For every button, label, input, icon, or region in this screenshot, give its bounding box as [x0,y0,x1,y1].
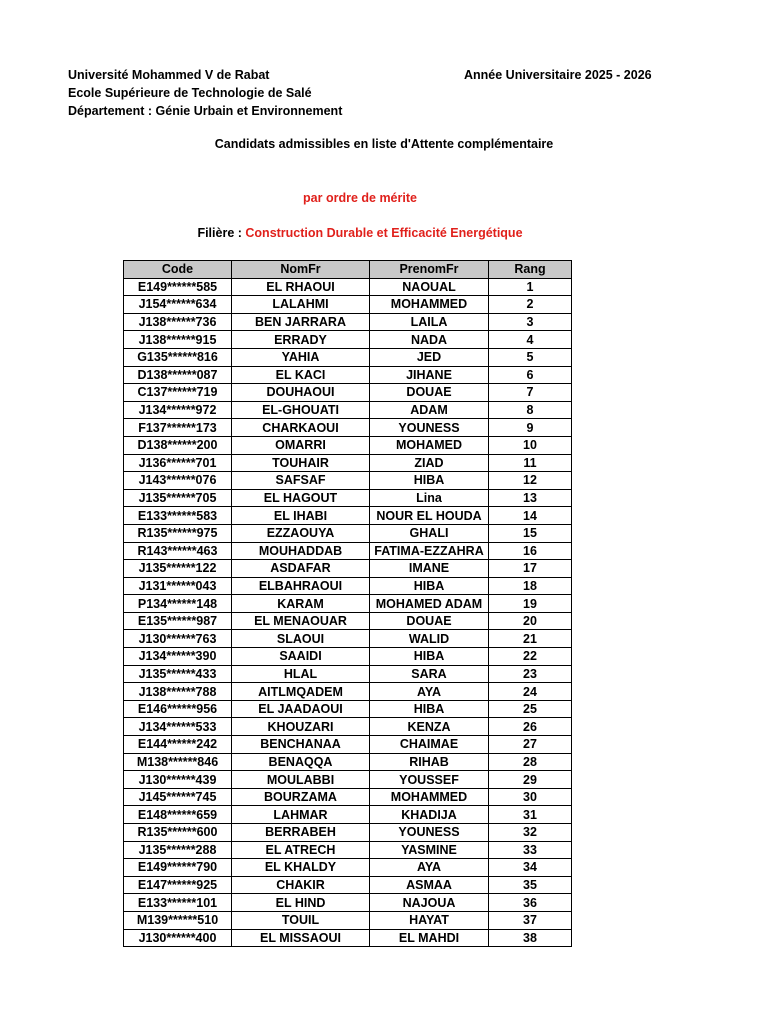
table-row [124,665,572,683]
rang-cell: 17 [489,560,572,578]
table-row [124,683,572,701]
rang-cell: 27 [489,736,572,754]
prenom-cell: MOHAMMED [370,788,489,806]
rang-cell: 23 [489,665,572,683]
code-cell: E133******583 [124,507,232,525]
rang-cell: 37 [489,911,572,929]
nom-cell: SLAOUI [232,630,370,648]
nom-cell: EL HIND [232,894,370,912]
rang-cell: 26 [489,718,572,736]
table-row [124,331,572,349]
prenom-cell: HAYAT [370,911,489,929]
prenom-cell: NOUR EL HOUDA [370,507,489,525]
rang-cell: 7 [489,384,572,402]
nom-cell: BERRABEH [232,824,370,842]
prenom-cell: CHAIMAE [370,736,489,754]
nom-cell: SAFSAF [232,472,370,490]
prenom-cell: Lina [370,489,489,507]
code-cell: J135******288 [124,841,232,859]
rang-cell: 11 [489,454,572,472]
table-row [124,472,572,490]
table-row [124,771,572,789]
code-cell: C137******719 [124,384,232,402]
rang-cell: 14 [489,507,572,525]
nom-cell: LALAHMI [232,296,370,314]
nom-cell: MOULABBI [232,771,370,789]
nom-cell: HLAL [232,665,370,683]
prenom-cell: MOHAMMED [370,296,489,314]
table-row [124,876,572,894]
nom-cell: KHOUZARI [232,718,370,736]
code-cell: J134******390 [124,648,232,666]
nom-cell: AITLMQADEM [232,683,370,701]
table-row [124,929,572,947]
candidates-table [123,260,572,947]
rang-cell: 2 [489,296,572,314]
code-cell: E144******242 [124,736,232,754]
code-cell: J138******915 [124,331,232,349]
nom-cell: TOUIL [232,911,370,929]
code-cell: J135******433 [124,665,232,683]
prenom-cell: NAJOUA [370,894,489,912]
table-row [124,401,572,419]
rang-cell: 22 [489,648,572,666]
rang-cell: 30 [489,788,572,806]
column-header-prenom: PrenomFr [370,261,489,279]
table-row [124,753,572,771]
prenom-cell: JIHANE [370,366,489,384]
rang-cell: 35 [489,876,572,894]
code-cell: J130******763 [124,630,232,648]
table-row [124,577,572,595]
column-header-nom: NomFr [232,261,370,279]
filiere-line [0,226,720,240]
prenom-cell: HIBA [370,648,489,666]
table-row [124,419,572,437]
code-cell: E148******659 [124,806,232,824]
prenom-cell: MOHAMED [370,436,489,454]
table-row [124,454,572,472]
prenom-cell: HIBA [370,700,489,718]
table-row [124,595,572,613]
rang-cell: 4 [489,331,572,349]
code-cell: E146******956 [124,700,232,718]
code-cell: J130******400 [124,929,232,947]
prenom-cell: AYA [370,683,489,701]
code-cell: J136******701 [124,454,232,472]
code-cell: E133******101 [124,894,232,912]
prenom-cell: KENZA [370,718,489,736]
filiere-label: Filière : [197,226,246,240]
table-row [124,736,572,754]
school-name: Ecole Supérieure de Technologie de Salé [68,86,312,100]
table-row [124,718,572,736]
nom-cell: TOUHAIR [232,454,370,472]
code-cell: E149******585 [124,278,232,296]
rang-cell: 20 [489,612,572,630]
rang-cell: 25 [489,700,572,718]
code-cell: R135******975 [124,524,232,542]
nom-cell: CHARKAOUI [232,419,370,437]
nom-cell: LAHMAR [232,806,370,824]
table-row [124,612,572,630]
table-row [124,313,572,331]
column-header-code: Code [124,261,232,279]
rang-cell: 18 [489,577,572,595]
table-row [124,788,572,806]
prenom-cell: YOUSSEF [370,771,489,789]
prenom-cell: GHALI [370,524,489,542]
code-cell: F137******173 [124,419,232,437]
code-cell: R143******463 [124,542,232,560]
prenom-cell: IMANE [370,560,489,578]
code-cell: J135******705 [124,489,232,507]
table-row [124,648,572,666]
nom-cell: EL MENAOUAR [232,612,370,630]
filiere-value: Construction Durable et Efficacité Energétique [245,226,523,240]
nom-cell: EL-GHOUATI [232,401,370,419]
page-title: Candidats admissibles en liste d'Attente complémentaire [214,137,554,151]
rang-cell: 1 [489,278,572,296]
nom-cell: EL IHABI [232,507,370,525]
prenom-cell: DOUAE [370,384,489,402]
nom-cell: BEN JARRARA [232,313,370,331]
nom-cell: ASDAFAR [232,560,370,578]
code-cell: M139******510 [124,911,232,929]
code-cell: E135******987 [124,612,232,630]
academic-year: Année Universitaire 2025 - 2026 [464,68,652,82]
rang-cell: 5 [489,348,572,366]
rang-cell: 36 [489,894,572,912]
table-row [124,436,572,454]
nom-cell: EL JAADAOUI [232,700,370,718]
rang-cell: 15 [489,524,572,542]
code-cell: R135******600 [124,824,232,842]
table-row [124,806,572,824]
table-row [124,841,572,859]
table-row [124,384,572,402]
nom-cell: DOUHAOUI [232,384,370,402]
nom-cell: OMARRI [232,436,370,454]
prenom-cell: ZIAD [370,454,489,472]
code-cell: J134******972 [124,401,232,419]
code-cell: M138******846 [124,753,232,771]
prenom-cell: ADAM [370,401,489,419]
code-cell: E149******790 [124,859,232,877]
prenom-cell: JED [370,348,489,366]
nom-cell: EL MISSAOUI [232,929,370,947]
column-header-rang: Rang [489,261,572,279]
rang-cell: 6 [489,366,572,384]
rang-cell: 21 [489,630,572,648]
table-row [124,542,572,560]
prenom-cell: NADA [370,331,489,349]
nom-cell: CHAKIR [232,876,370,894]
rang-cell: 3 [489,313,572,331]
prenom-cell: FATIMA-EZZAHRA [370,542,489,560]
prenom-cell: LAILA [370,313,489,331]
nom-cell: MOUHADDAB [232,542,370,560]
code-cell: J145******745 [124,788,232,806]
department-name: Département : Génie Urbain et Environnement [68,104,343,118]
rang-cell: 12 [489,472,572,490]
prenom-cell: ASMAA [370,876,489,894]
table-row [124,630,572,648]
table-row [124,824,572,842]
rang-cell: 34 [489,859,572,877]
table-row [124,489,572,507]
code-cell: D138******200 [124,436,232,454]
prenom-cell: DOUAE [370,612,489,630]
nom-cell: EL KACI [232,366,370,384]
nom-cell: BENAQQA [232,753,370,771]
table-row [124,348,572,366]
rang-cell: 8 [489,401,572,419]
nom-cell: YAHIA [232,348,370,366]
prenom-cell: WALID [370,630,489,648]
code-cell: D138******087 [124,366,232,384]
rang-cell: 24 [489,683,572,701]
prenom-cell: YOUNESS [370,419,489,437]
rang-cell: 9 [489,419,572,437]
table-row [124,507,572,525]
prenom-cell: YOUNESS [370,824,489,842]
prenom-cell: KHADIJA [370,806,489,824]
rang-cell: 33 [489,841,572,859]
nom-cell: EL KHALDY [232,859,370,877]
code-cell: J143******076 [124,472,232,490]
prenom-cell: RIHAB [370,753,489,771]
code-cell: J135******122 [124,560,232,578]
code-cell: P134******148 [124,595,232,613]
code-cell: E147******925 [124,876,232,894]
nom-cell: EL ATRECH [232,841,370,859]
prenom-cell: HIBA [370,472,489,490]
code-cell: J138******736 [124,313,232,331]
prenom-cell: AYA [370,859,489,877]
nom-cell: BOURZAMA [232,788,370,806]
nom-cell: BENCHANAA [232,736,370,754]
prenom-cell: SARA [370,665,489,683]
rang-cell: 16 [489,542,572,560]
table-row [124,366,572,384]
prenom-cell: EL MAHDI [370,929,489,947]
rang-cell: 38 [489,929,572,947]
prenom-cell: YASMINE [370,841,489,859]
table-row [124,859,572,877]
prenom-cell: MOHAMED ADAM [370,595,489,613]
nom-cell: KARAM [232,595,370,613]
table-row [124,911,572,929]
table-row [124,296,572,314]
nom-cell: SAAIDI [232,648,370,666]
table-row [124,700,572,718]
nom-cell: EL HAGOUT [232,489,370,507]
rang-cell: 29 [489,771,572,789]
table-row [124,278,572,296]
table-row [124,560,572,578]
rang-cell: 10 [489,436,572,454]
code-cell: J130******439 [124,771,232,789]
table-row [124,894,572,912]
table-row [124,524,572,542]
code-cell: J131******043 [124,577,232,595]
rang-cell: 19 [489,595,572,613]
institution-header [68,66,342,120]
university-name: Université Mohammed V de Rabat [68,68,270,82]
code-cell: J154******634 [124,296,232,314]
nom-cell: ERRADY [232,331,370,349]
rang-cell: 31 [489,806,572,824]
code-cell: J134******533 [124,718,232,736]
prenom-cell: NAOUAL [370,278,489,296]
code-cell: G135******816 [124,348,232,366]
code-cell: J138******788 [124,683,232,701]
nom-cell: EL RHAOUI [232,278,370,296]
rang-cell: 32 [489,824,572,842]
rang-cell: 28 [489,753,572,771]
table-header-row [124,261,572,279]
rang-cell: 13 [489,489,572,507]
prenom-cell: HIBA [370,577,489,595]
nom-cell: EZZAOUYA [232,524,370,542]
nom-cell: ELBAHRAOUI [232,577,370,595]
page-subtitle: par ordre de mérite [303,191,417,205]
